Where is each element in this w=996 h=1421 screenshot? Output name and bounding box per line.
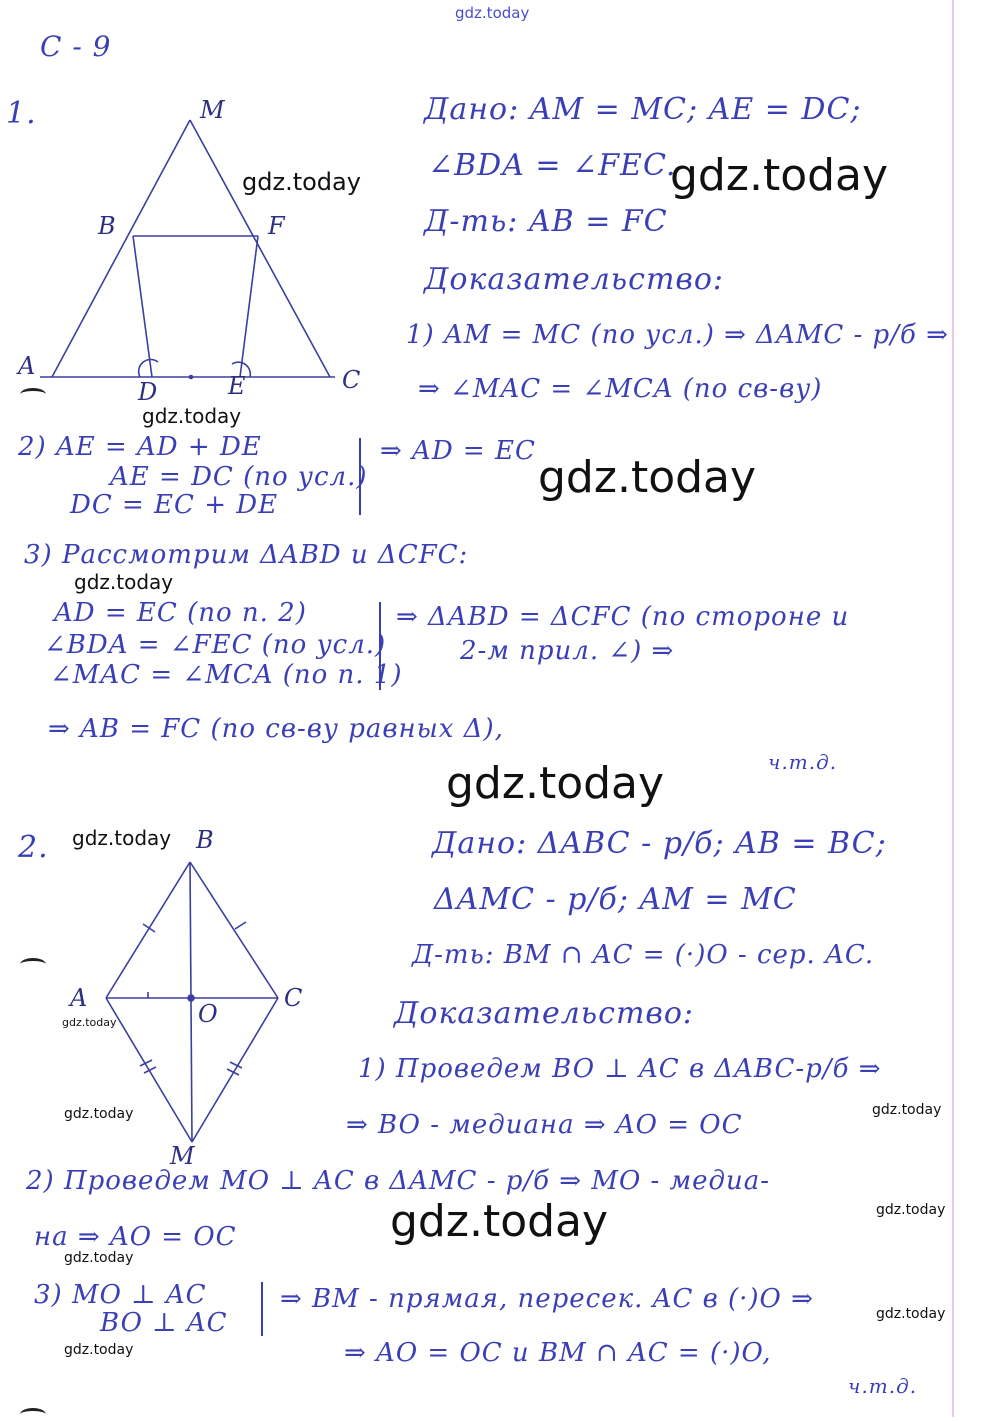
- p1-step1a: 1) AM = MC (по усл.) ⇒ ΔAMC - р/б ⇒: [406, 320, 949, 350]
- watermark: gdz.today: [62, 1016, 117, 1029]
- label-E: E: [228, 372, 246, 400]
- triangle-figure-1: [40, 120, 335, 379]
- side-AM: [52, 120, 190, 377]
- watermark: gdz.today: [64, 1106, 134, 1122]
- problem1-number: 1.: [6, 96, 37, 131]
- label-F: F: [268, 212, 285, 240]
- p2-step1a: 1) Проведем BO ⊥ AC в ΔABC-р/б ⇒: [358, 1054, 882, 1084]
- p1-given-line2: ∠BDA = ∠FEC.: [428, 148, 677, 183]
- side-MC: [190, 120, 330, 377]
- label2-A: A: [70, 984, 88, 1012]
- side-BA: [106, 862, 190, 998]
- p2-prove: Д-ть: BM ∩ AC = (·)O - сер. AC.: [412, 940, 875, 970]
- segment-FE: [240, 236, 258, 377]
- label-M: M: [200, 96, 225, 124]
- p1-step3a: AD = EC (по п. 2): [54, 598, 307, 628]
- label-B: B: [98, 212, 116, 240]
- watermark: gdz.today: [64, 1342, 134, 1358]
- p2-qed: ч.т.д.: [848, 1374, 918, 1398]
- watermark: gdz.today: [72, 826, 172, 850]
- p1-step2c: DC = EC + DE: [70, 490, 279, 520]
- p2-step2b: на ⇒ AO = OC: [34, 1222, 237, 1252]
- center-point-O: [188, 995, 194, 1001]
- watermark: gdz.today: [242, 168, 361, 196]
- p2-step3a: 3) MO ⊥ AC: [34, 1280, 207, 1310]
- label2-C: C: [284, 984, 303, 1012]
- label-C: C: [342, 366, 361, 394]
- watermark: gdz.today: [876, 1202, 946, 1218]
- label-A: A: [18, 352, 36, 380]
- label-D: D: [138, 378, 158, 406]
- p2-step3-result1: ⇒ BM - прямая, пересек. AC в (·)O ⇒: [280, 1284, 814, 1314]
- handwritten-underlines: [262, 438, 380, 1336]
- p2-step1b: ⇒ BO - медиана ⇒ AO = OC: [346, 1110, 743, 1140]
- p1-step2a: 2) AE = AD + DE: [18, 432, 262, 462]
- binder-ring-mark: [20, 388, 46, 401]
- p2-given-line1: Дано: ΔABC - р/б; AB = BC;: [432, 826, 887, 861]
- watermark-top: gdz.today: [455, 4, 530, 22]
- diagonal-BM: [190, 862, 192, 1142]
- watermark: gdz.today: [74, 570, 174, 594]
- p1-step3-result2: 2-м прил. ∠) ⇒: [460, 636, 675, 666]
- watermark: gdz.today: [872, 1102, 942, 1118]
- angle-arc-D: [139, 359, 158, 377]
- label2-O: O: [198, 1000, 218, 1028]
- binder-ring-mark: [20, 958, 46, 971]
- watermark: gdz.today: [142, 404, 242, 428]
- watermark: gdz.today: [670, 150, 889, 201]
- watermark: gdz.today: [876, 1306, 946, 1322]
- midpoint-dot: [190, 376, 193, 379]
- page-title: C - 9: [40, 30, 112, 63]
- rhombus-figure-2: [106, 862, 278, 1142]
- p1-step1b: ⇒ ∠MAC = ∠MCA (по св-ву): [418, 374, 823, 404]
- label2-M: M: [170, 1142, 195, 1170]
- watermark: gdz.today: [538, 452, 757, 503]
- p1-prove: Д-ть: AB = FC: [424, 204, 668, 239]
- p1-step3b: ∠BDA = ∠FEC (по усл.): [44, 630, 387, 660]
- p1-step3-result1: ⇒ ΔABD = ΔCFC (по стороне и: [396, 602, 850, 632]
- problem2-number: 2.: [18, 830, 49, 865]
- p2-step3-result2: ⇒ AO = OC и BM ∩ AC = (·)O,: [344, 1338, 772, 1368]
- p1-step2-result: ⇒ AD = EC: [380, 436, 536, 466]
- p1-qed: ч.т.д.: [768, 750, 838, 774]
- side-BC: [190, 862, 278, 998]
- label2-B: B: [196, 826, 214, 854]
- p1-step2b: AE = DC (по усл.): [110, 462, 368, 492]
- p2-proof-title: Доказательство:: [394, 996, 695, 1031]
- p1-conclusion: ⇒ AB = FC (по св-ву равных Δ),: [48, 714, 504, 744]
- p2-given-line2: ΔAMC - р/б; AM = MC: [434, 882, 797, 917]
- binder-ring-mark: [20, 1408, 46, 1421]
- watermark: gdz.today: [390, 1196, 609, 1247]
- p1-given-line1: Дано: AM = MC; AE = DC;: [424, 92, 862, 127]
- tick-BC: [235, 922, 246, 929]
- p1-step3c: ∠MAC = ∠MCA (по п. 1): [50, 660, 403, 690]
- p1-step3-title: 3) Рассмотрим ΔABD и ΔCFC:: [24, 540, 469, 570]
- watermark: gdz.today: [64, 1250, 134, 1266]
- watermark: gdz.today: [446, 758, 665, 809]
- segment-BD: [133, 236, 152, 377]
- p2-step2a: 2) Проведем MO ⊥ AC в ΔAMC - р/б ⇒ MO - медиа-: [26, 1166, 771, 1196]
- tick-BA: [143, 924, 155, 932]
- p2-step3b: BO ⊥ AC: [100, 1308, 228, 1338]
- p1-proof-title: Доказательство:: [424, 262, 725, 297]
